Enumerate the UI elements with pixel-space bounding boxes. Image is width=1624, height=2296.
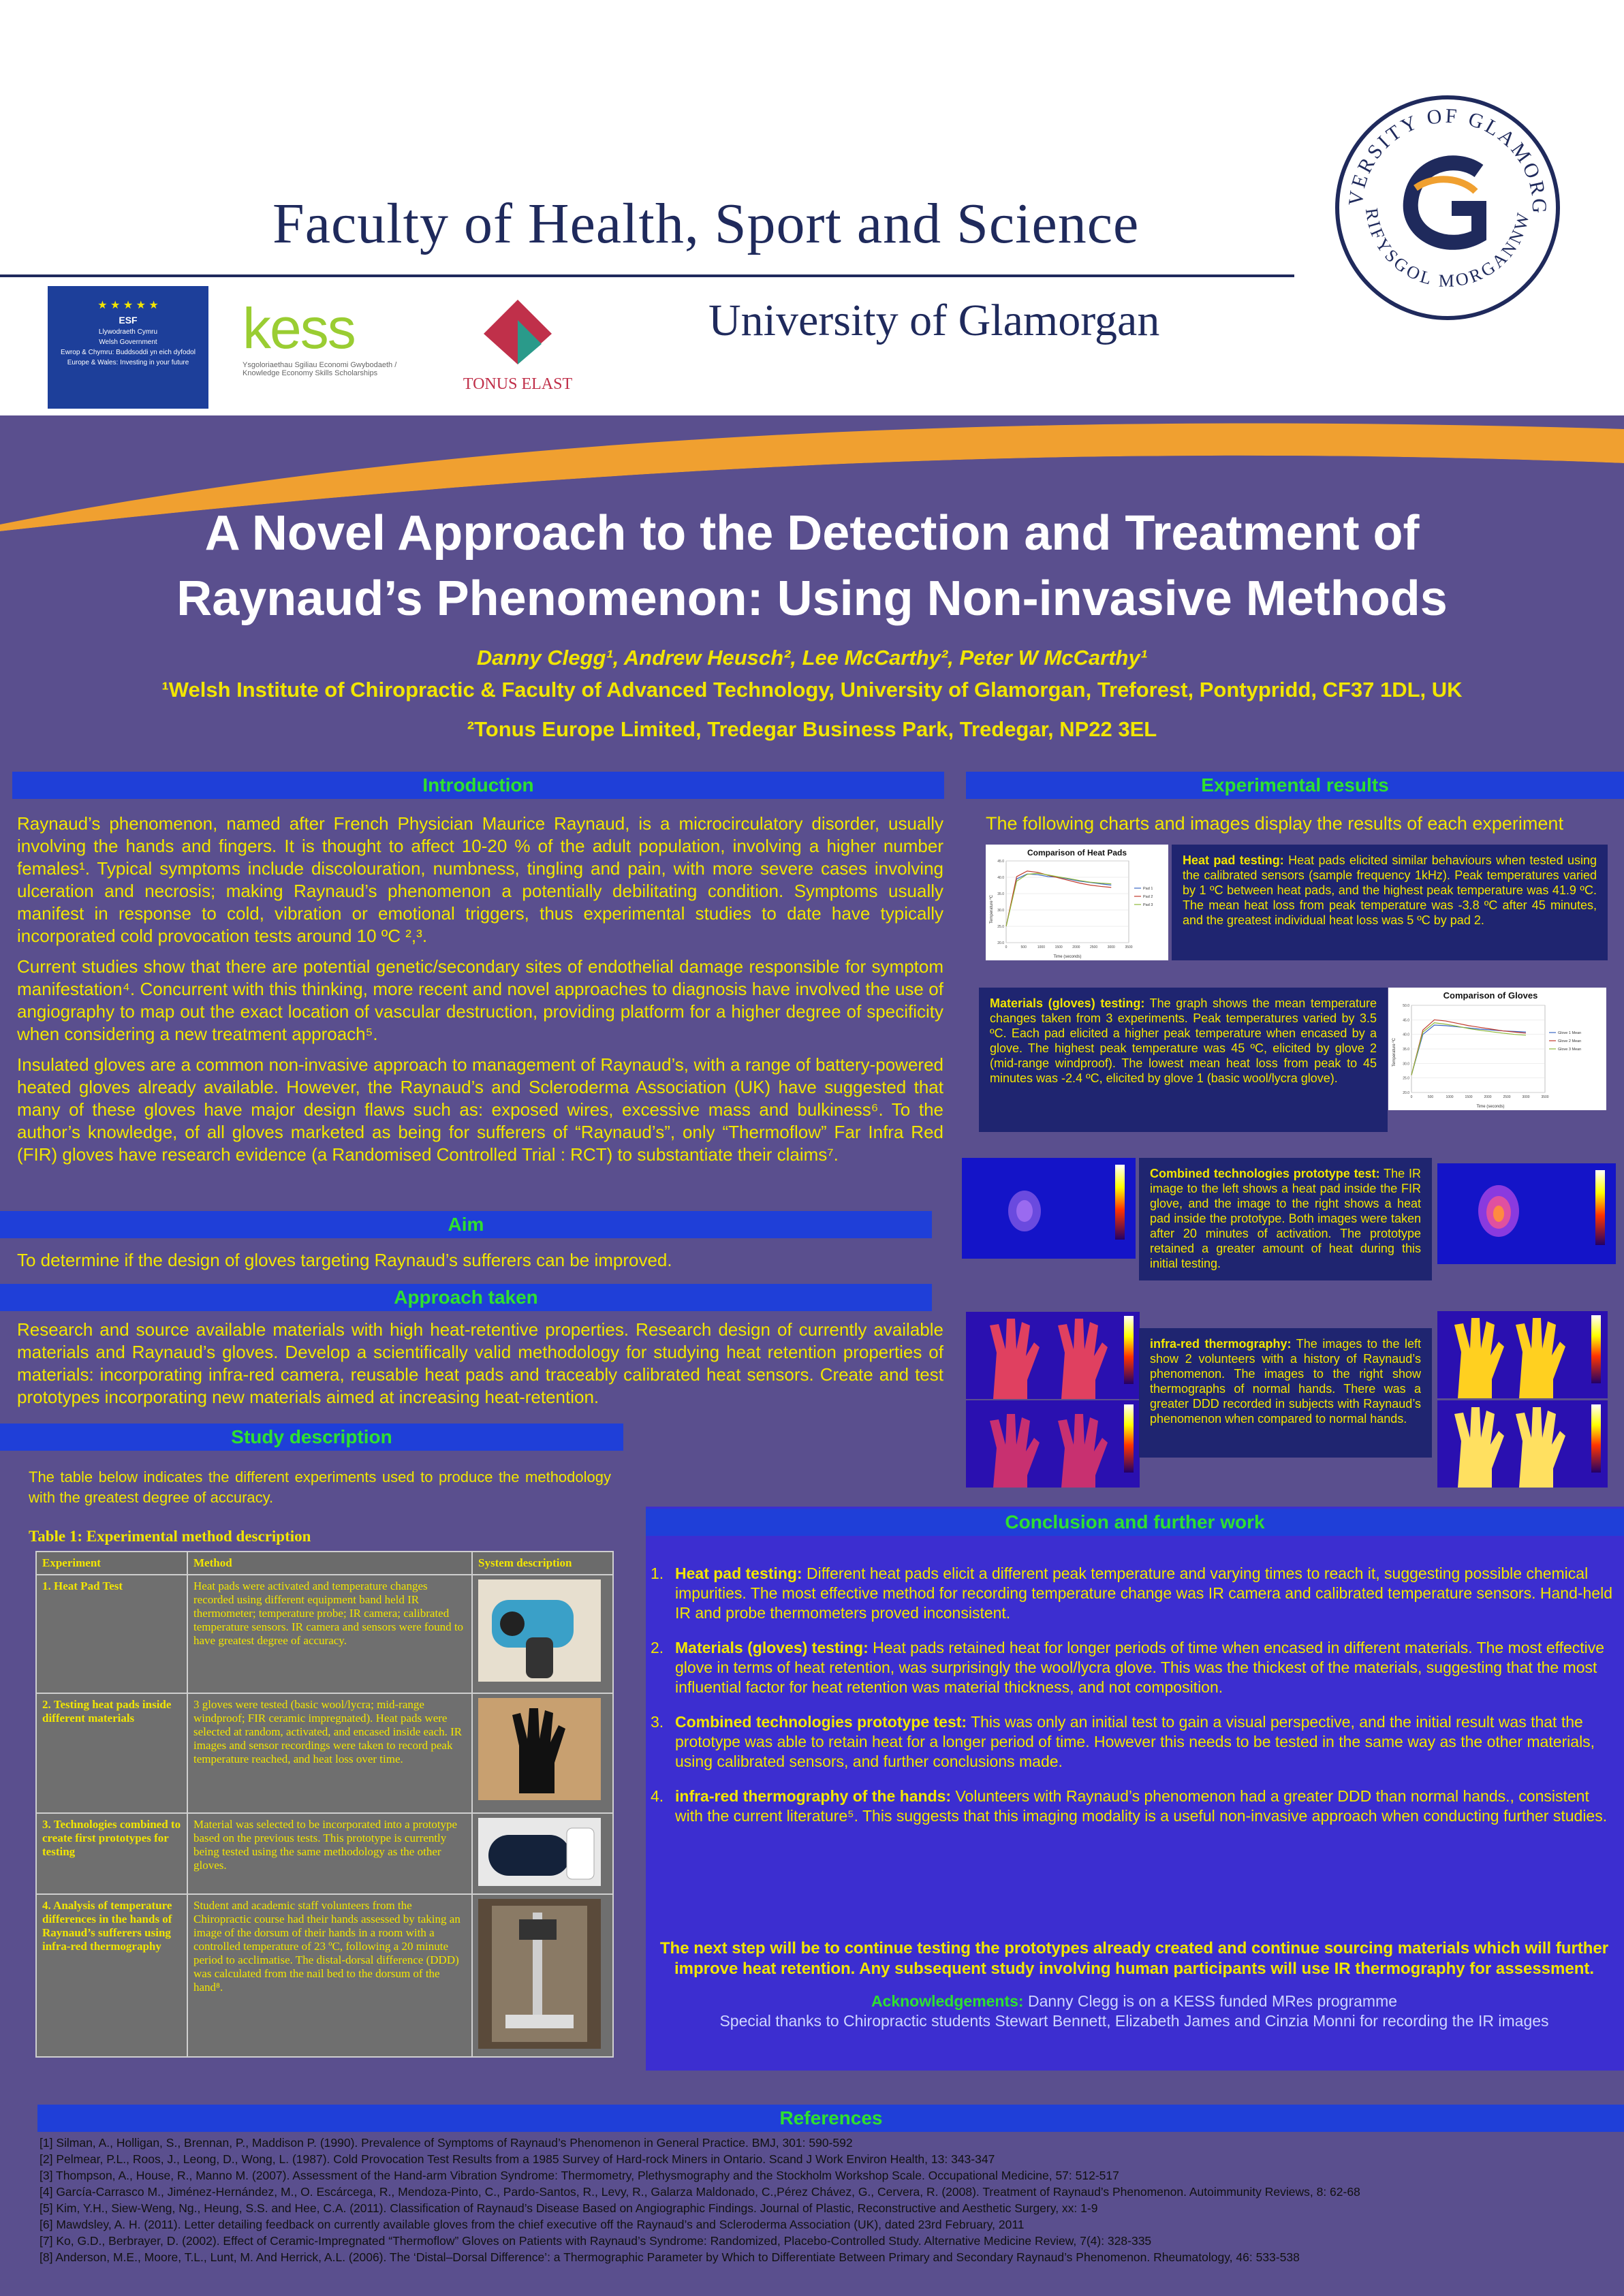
y-tick-label: 50.0 (1403, 1004, 1409, 1008)
y-tick-label: 30.0 (997, 909, 1004, 913)
x-tick-label: 500 (1020, 945, 1027, 949)
x-tick-label: 3500 (1541, 1095, 1549, 1099)
table-row: 1. Heat Pad Test Heat pads were activated and temperature changes recorded using different equipment band held IR thermometer; temperature probe; IR camera; calibrated temperature sensors. IR camera and sensors were found to have greatest degree of accuracy. (36, 1575, 613, 1693)
experiment-table (35, 1551, 614, 2058)
y-axis-label: Temperature ºC (990, 895, 994, 924)
y-tick-label: 25.0 (997, 925, 1004, 929)
references-list (40, 2135, 1620, 2265)
legend-label: Glove 3 Mean (1558, 1048, 1582, 1052)
heat-pad-result: Heat pad testing: Heat pads elicited similar behaviours when tested using the calibrated sensors (sample frequency 1kHz). Peak temperatures varied by 1 ºC between heat pads, and the highest peak temperature was 41.9 ºC. The mean heat loss from peak temperature was -3.8 ºC after 45 minutes, and the greatest individual heat loss was 5 ºC by pad 2. (1172, 845, 1608, 960)
reference-item: [7] Ko, G.D., Berbrayer, D. (2002). Effect of Ceramic-Impregnated “Thermoflow” Gloves on Patients with Raynaud’s Syndrome: Randomized, Placebo-Controlled Study. Alternative Medicine Review, 7(4): 328-335 (40, 2234, 1152, 2248)
university-seal (1335, 95, 1560, 320)
normal-hands-image-2 (1437, 1400, 1608, 1488)
legend-label: Pad 3 (1143, 903, 1153, 907)
chart-title: Comparison of Gloves (1443, 990, 1538, 1001)
introduction-body: Raynaud’s phenomenon, named after French Physician Maurice Raynaud, is a microcirculatory disorder, usually involving the hands and fingers. It is thought to affect 10-20 % of the adult population, involving a higher number females¹. Typical symptoms include discolouration, numbness, tingling and pain, with more severe cases involving ulceration and necrosis; making Raynaud’s phenomenon a potentially debilitating condition. Symptoms usually manifest in response to cold, vibration or emotional triggers, thus experimental studies to date have typically incorporated cold provocation tests around 10 ºC ²,³. Current studies show that there are potential genetic/secondary sites of endothelial damage responsible for symptom manifestation⁴. Concurrent with this thinking, more recent and novel approaches to diagnosis have involved the use of angiography to map out the exact location of vascular destruction, providing platform for a higher degree of specificity when considering a new treatment approach⁵. Insulated gloves are a common non-invasive approach to management of Raynaud’s, with a range of battery-powered heated gloves already available. However, the Raynaud’s and Scleroderma Association (UK) have suggested that many of these gloves have major design flaws such as: exposed wires, excessive mass and bulkiness⁶. To the author’s knowledge, of all gloves marketed as being for sufferers of “Raynaud’s”, only “Thermoflow” Far Infra Red (FIR) gloves have research evidence (a Randomised Controlled Trial : RCT) to substantiate their claims⁷. (17, 813, 943, 1165)
conclusion-item: 4. infra-red thermography of the hands: Volunteers with Raynaud’s phenomenon had a greater DDD than normal hands., consistent with the current literature⁵. This suggests that this imaging modality is a useful non-invasive approach when conducting further studies. (651, 1787, 1608, 1825)
study-intro: The table below indicates the different experiments used to produce the methodology with the greatest degree of accuracy. (29, 1468, 611, 1506)
x-tick-label: 1000 (1037, 945, 1045, 949)
infrared-result: infra-red thermography: The images to the left show 2 volunteers with a history of Raynaud’s phenomenon. The images to the right show thermographs of normal hands. There was a greater DDD recorded in subjects with Raynaud’s phenomenon when compared to normal hands. (1139, 1328, 1432, 1458)
results-intro: The following charts and images display the results of each experiment (986, 813, 1563, 834)
gloves-chart-svg (1388, 988, 1606, 1110)
column-header: Method (187, 1552, 472, 1575)
x-tick-label: 1000 (1446, 1095, 1454, 1099)
legend-label: Glove 1 Mean (1558, 1031, 1582, 1035)
prototype-image (472, 1813, 613, 1894)
x-tick-label: 0 (1410, 1095, 1413, 1099)
approach-text: Research and source available materials with high heat-retentive properties. Research design of currently available materials and Raynaud’s gloves. Develop a scientifically valid methodology for studying heat retention properties of materials: incorporating infra-red camera, reusable heat pads and traceably calibrated heat sensors. Create and test prototypes incorporating new materials aimed at increasing heat-retention. (17, 1319, 943, 1407)
aim-text: To determine if the design of gloves targeting Raynaud’s sufferers can be improved. (17, 1250, 672, 1270)
x-tick-label: 3500 (1125, 945, 1133, 949)
kess-logo: kess Ysgoloriaethau Sgiliau Economi Gwybodaeth / Knowledge Economy Skills Scholarships (243, 296, 397, 377)
reference-item: [4] García-Carrasco M., Jiménez-Hernández, M., O. Escárcega, R., Mendoza-Pinto, C., Pardo-Santos, R., Levy, R., Galarza Maldonado, C.,Pérez Chávez, G., Cervera, R. (2008). Treatment of Raynaud’s Phenomenon. Autoimmunity Reviews, 8: 62-68 (40, 2185, 1360, 2199)
conclusion-heading: Conclusion and further work (646, 1509, 1624, 1536)
tonus-logo: TONUS ELAST (456, 293, 579, 402)
raynauds-hands-image-2 (966, 1400, 1140, 1488)
legend-label: Pad 2 (1143, 895, 1153, 899)
conclusion-list (651, 1564, 1618, 1841)
x-tick-label: 0 (1005, 945, 1008, 949)
y-tick-label: 45.0 (997, 860, 1004, 864)
reference-item: [5] Kim, Y.H., Siew-Weng, Ng., Heung, S.S. and Hee, C.A. (2011). Classification of Raynaud’s Disease Based on Angiographic Findings. Journal of Plastic, Reconstructive and Aesthetic Surgery, xx: 1-9 (40, 2201, 1098, 2215)
university-name: University of Glamorgan (708, 296, 1160, 345)
conclusion-item: 2. Materials (gloves) testing: Heat pads retained heat for longer periods of time when encased in different materials. The most effective glove in terms of heat retention, was surprisingly the wool/lycra glove. This was the thickest of the materials, suggesting that the most influential factor for heat retention was material thickness, and not composition. (651, 1639, 1605, 1696)
x-tick-label: 3000 (1107, 945, 1115, 949)
reference-item: [8] Anderson, M.E., Moore, T.L., Lunt, M. And Herrick, A.L. (2006). The ‘Distal–Dorsal Difference’: a Thermographic Parameter by Which to Differentiate Between Primary and Secondary Raynaud’s Phenomenon. Rheumatology, 46: 533-538 (40, 2250, 1300, 2264)
y-axis-label: Temperature ºC (1392, 1038, 1396, 1067)
x-tick-label: 500 (1427, 1095, 1434, 1099)
fir-glove-thermal-image (962, 1158, 1136, 1259)
gloves-chart (1388, 988, 1606, 1110)
gloves-result: Materials (gloves) testing: The graph shows the mean temperature changes taken from 3 experiments. Peak temperatures varied by 3.5 ºC. Each pad elicited a higher peak temperature when encased by a glove. The highest peak temperature was 45 ºC, elicited by glove 2 (mid-range windproof). The lowest mean heat loss from peak to 45 minutes was -2.4 ºC, elicited by glove 1 (basic wool/lycra glove). (979, 988, 1388, 1132)
x-tick-label: 1500 (1055, 945, 1063, 949)
aim-heading: Aim (0, 1211, 932, 1238)
study-heading: Study description (0, 1424, 623, 1451)
acknowledgements: Acknowledgements: Danny Clegg is on a KESS funded MRes programme Special thanks to Chiropractic students Stewart Bennett, Elizabeth James and Cinzia Monni for recording the IR images (719, 1992, 1549, 2030)
y-tick-label: 45.0 (1403, 1018, 1409, 1023)
ir-thermometer-image (472, 1575, 613, 1693)
x-tick-label: 3000 (1522, 1095, 1530, 1099)
x-tick-label: 2000 (1072, 945, 1080, 949)
x-tick-label: 1500 (1465, 1095, 1473, 1099)
authors: Danny Clegg¹, Andrew Heusch², Lee McCarthy², Peter W McCarthy¹ (476, 646, 1148, 670)
esf-logo: ★ ★ ★ ★ ★ ESF Llywodraeth Cymru Welsh Government Ewrop & Chymru: Buddsoddi yn eich dyfodol Europe & Wales: Investing in your future (48, 286, 208, 409)
affiliation-1: ¹Welsh Institute of Chiropractic & Faculty of Advanced Technology, University of Glamorgan, Treforest, Pontypridd, CF37 1DL, UK (161, 678, 1463, 702)
table-title: Table 1: Experimental method description (29, 1528, 311, 1545)
legend-label: Glove 2 Mean (1558, 1039, 1582, 1043)
poster-title: A Novel Approach to the Detection and Treatment of Raynaud’s Phenomenon: Using Non-invasive Methods (176, 506, 1448, 626)
next-step: The next step will be to continue testing the prototypes already created and continue sourcing materials which will further improve heat retention. Any subsequent study involving human participants will use IR thermography for assessment. (659, 1939, 1609, 1978)
tonus-mark-icon (456, 293, 579, 368)
reference-item: [3] Thompson, A., House, R., Manno M. (2007). Assessment of the Hand-arm Vibration Syndrome: Thermometry, Plethysmography and the Stockholm Workshop Scale. Occupational Medicine, 57: 512-517 (40, 2169, 1119, 2182)
heat-pads-chart-svg (986, 845, 1168, 960)
svg-text:PRIFYSGOL MORGANNWG: RIFYSGOL MORGANNW (1361, 206, 1534, 291)
column-header: Experiment (36, 1552, 187, 1575)
plot-area (1006, 861, 1129, 943)
eu-stars-icon: ★ ★ ★ ★ ★ (97, 300, 159, 311)
ir-camera-setup-image (472, 1894, 613, 2057)
approach-heading: Approach taken (0, 1284, 932, 1311)
reference-item: [6] Mawdsley, A. H. (2011). Letter detailing feedback on currently available gloves from the chief executive off the Raynaud’s and Scleroderma Association (UK), dated 23rd February, 2011 (40, 2218, 1025, 2231)
introduction-heading: Introduction (12, 772, 944, 799)
header-rule (0, 274, 1294, 277)
x-tick-label: 2500 (1090, 945, 1098, 949)
y-tick-label: 35.0 (1403, 1048, 1409, 1052)
column-header: System description (472, 1552, 613, 1575)
reference-item: [2] Pelmear, P.L., Roos, J., Leong, D., Wong, L. (1987). Cold Provocation Test Results from a 1985 Survey of Hard-rock Miners in Ontario. Scand J Work Environ Health, 13: 343-347 (40, 2152, 995, 2166)
y-tick-label: 35.0 (997, 892, 1004, 896)
glove-image (472, 1693, 613, 1813)
normal-hands-image-1 (1437, 1311, 1608, 1398)
legend-label: Pad 1 (1143, 887, 1153, 891)
table-row: 3. Technologies combined to create first prototypes for testing Material was selected to be incorporated into a prototype based on the previous tests. This prototype is currently being tested using the same methodology as the other gloves. (36, 1813, 613, 1894)
y-tick-label: 30.0 (1403, 1062, 1409, 1067)
faculty-title: Faculty of Health, Sport and Science (272, 192, 1140, 255)
y-tick-label: 40.0 (1403, 1033, 1409, 1037)
conclusion-item: 3. Combined technologies prototype test: This was only an initial test to gain a visual perspective, and the initial result was that the prototype was able to retain heat for a longer period of time. However this needs to be tested in the same way as the other materials, using calibrated sensors, and further conclusions made. (651, 1713, 1595, 1770)
x-tick-label: 2000 (1484, 1095, 1492, 1099)
table-row: 2. Testing heat pads inside different materials 3 gloves were tested (basic wool/lycra; mid-range windproof; FIR ceramic impregnated). Heat pads were selected at random, activated, and encased inside each. IR images and sensor recordings were taken to record peak temperature reached, and heat loss over time. (36, 1693, 613, 1813)
reference-item: [1] Silman, A., Holligan, S., Brennan, P., Maddison P. (1990). Prevalence of Symptoms of Raynaud’s Phenomenon in General Practice. BMJ, 301: 590-592 (40, 2136, 853, 2150)
combined-result: Combined technologies prototype test: The IR image to the left shows a heat pad inside the FIR glove, and the image to the right shows a heat pad inside the prototype. Both images were taken after 20 minutes of activation. The prototype retained a greater amount of heat during this initial testing. (1139, 1158, 1432, 1280)
x-axis-label: Time (seconds) (1053, 955, 1082, 959)
y-tick-label: 40.0 (997, 876, 1004, 880)
results-heading: Experimental results (966, 772, 1624, 799)
table-header-row (36, 1552, 613, 1575)
chart-title: Comparison of Heat Pads (1027, 848, 1127, 858)
raynauds-hands-image-1 (966, 1312, 1140, 1399)
table-row: 4. Analysis of temperature differences in the hands of Raynaud’s sufferers using infra-red thermography Student and academic staff volunteers from the Chiropractic course had their hands assessed by taking an image of the dorsum of their hands in a room with a controlled temperature of 23 ºC, following a 20 minute period to acclimatise. The distal-dorsal difference (DDD) was calculated from the nail bed to the dorsum of the hand⁸. (36, 1894, 613, 2057)
prototype-thermal-image (1437, 1163, 1616, 1264)
affiliation-2: ²Tonus Europe Limited, Tredegar Business Park, Tredegar, NP22 3EL (467, 717, 1157, 741)
heat-pads-chart (986, 845, 1168, 960)
x-axis-label: Time (seconds) (1476, 1105, 1505, 1109)
references-heading: References (37, 2105, 1624, 2132)
y-tick-label: 25.0 (1403, 1076, 1409, 1081)
x-tick-label: 2500 (1503, 1095, 1511, 1099)
y-tick-label: 20.0 (1403, 1091, 1409, 1095)
svg-text:UNIVERSITY OF GLAMORGAN: VERSITY OF GLAMORG (1344, 104, 1551, 217)
y-tick-label: 20.0 (997, 941, 1004, 945)
conclusion-item: 1. Heat pad testing: Different heat pads elicit a different peak temperature and varying times to reach it, suggesting possible chemical impurities. The most effective method for recording temperature change was IR camera and calibrated temperature sensors. Hand-held IR and probe thermometers proved inconsistent. (651, 1564, 1613, 1622)
